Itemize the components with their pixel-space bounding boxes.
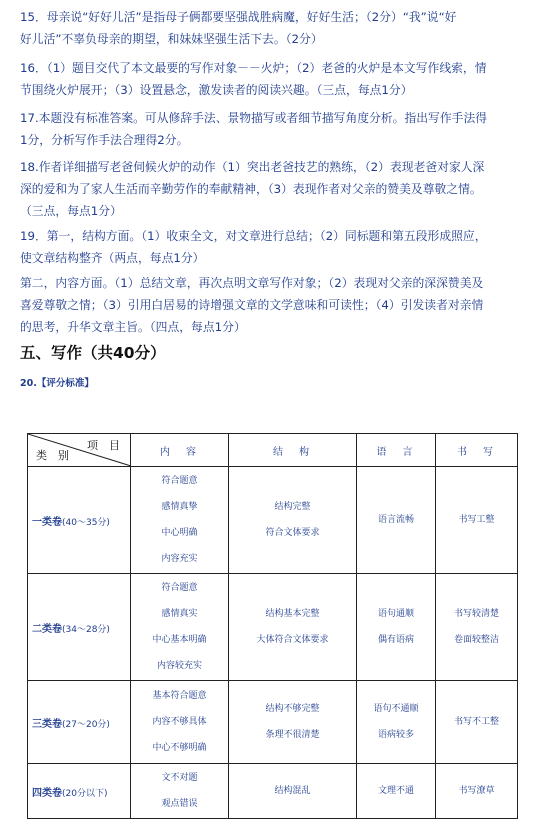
answer-line: 18.作者详细描写老爸伺候火炉的动作（1）突出老爸技艺的熟练，（2）表现老爸对家人深 — [20, 160, 485, 174]
category-range: (40～35分) — [62, 517, 110, 528]
writing-criterion: 书写不工整 — [453, 717, 499, 727]
answer-line: 16．（1）题目交代了本文最要的写作对象－－火炉；（2）老爸的火炉是本文写作线索，情 — [20, 61, 487, 75]
answer-18 — [20, 156, 528, 222]
content-criterion: 内容充实 — [161, 554, 198, 564]
structure-criterion: 结构混乱 — [274, 786, 311, 796]
table-row — [28, 681, 518, 764]
table-header-row — [28, 434, 518, 467]
structure-cell — [229, 681, 357, 764]
structure-criterion: 符合文体要求 — [265, 528, 320, 538]
scoring-label: 20.【评分标准】 — [20, 378, 94, 389]
content-criterion: 感情真挚 — [161, 502, 198, 512]
answer-line: 使文章结构整齐（两点，每点1分） — [20, 251, 205, 265]
table-row — [28, 764, 518, 819]
writing-cell — [436, 764, 518, 819]
answer-line: 第二，内容方面。（1）总结文章，再次点明文章写作对象；（2）表现对父亲的深深赞美及 — [20, 276, 484, 290]
table-row — [28, 574, 518, 681]
answer-line: 1分，分析写作手法合理得2分。 — [20, 133, 189, 147]
content-criterion: 文不对题 — [161, 773, 198, 783]
header-corner — [28, 434, 131, 467]
content-criterion: 符合题意 — [161, 583, 198, 593]
category-name: 四类卷 — [32, 787, 62, 799]
content-criterion: 中心不够明确 — [152, 743, 207, 753]
answer-line: 节围绕火炉展开；（3）设置悬念，激发读者的阅读兴趣。（三点，每点1分） — [20, 83, 413, 97]
category-range: (34～28分) — [62, 624, 110, 635]
writing-criterion: 书写潦草 — [458, 786, 495, 796]
header-language: 语 言 — [357, 434, 436, 467]
category-name: 二类卷 — [32, 623, 62, 635]
language-cell — [357, 574, 436, 681]
category-cell — [28, 467, 131, 574]
language-criterion: 偶有语病 — [377, 635, 414, 645]
content-cell — [131, 764, 229, 819]
content-cell — [131, 467, 229, 574]
category-name: 一类卷 — [32, 516, 62, 528]
answer-line: （三点，每点1分） — [20, 204, 122, 218]
content-cell — [131, 681, 229, 764]
answer-line: 17.本题没有标准答案。可从修辞手法、景物描写或者细节描写角度分析。指出写作手法得 — [20, 111, 488, 125]
answer-line: 15．母亲说“好好儿活”是指母子俩都要坚强战胜病魔，好好生活；（2分）“我”说“好 — [20, 10, 457, 24]
language-cell — [357, 467, 436, 574]
writing-criterion: 书写较清楚 — [453, 609, 499, 619]
answer-17 — [20, 107, 528, 151]
language-criterion: 语言流畅 — [377, 515, 414, 525]
table-row — [28, 467, 518, 574]
structure-cell — [229, 574, 357, 681]
answer-19-structure — [20, 225, 528, 269]
language-cell — [357, 681, 436, 764]
content-criterion: 中心明确 — [161, 528, 198, 538]
structure-criterion: 条理不很清楚 — [265, 730, 320, 740]
content-criterion: 观点错误 — [161, 799, 198, 809]
language-criterion: 语句不通顺 — [373, 704, 419, 714]
answer-line: 的思考，升华文章主旨。（四点，每点1分） — [20, 320, 246, 334]
writing-criterion: 卷面较整洁 — [453, 635, 499, 645]
answer-15 — [20, 6, 528, 50]
language-criterion: 语句通顺 — [377, 609, 414, 619]
content-criterion: 内容不够具体 — [152, 717, 207, 727]
structure-cell — [229, 764, 357, 819]
writing-cell — [436, 467, 518, 574]
content-criterion: 感情真实 — [161, 609, 198, 619]
category-cell — [28, 574, 131, 681]
category-cell — [28, 681, 131, 764]
answer-19-content — [20, 272, 528, 338]
content-criterion: 符合题意 — [161, 476, 198, 486]
category-range: (27～20分) — [62, 719, 110, 730]
structure-criterion: 大体符合文体要求 — [256, 635, 329, 645]
structure-criterion: 结构不够完整 — [265, 704, 320, 714]
content-criterion: 基本符合题意 — [152, 691, 207, 701]
writing-cell — [436, 574, 518, 681]
answer-line: 19．第一，结构方面。（1）收束全文，对文章进行总结；（2）同标题和第五段形成照应， — [20, 229, 487, 243]
language-criterion: 语病较多 — [377, 730, 414, 740]
category-range: (20分以下) — [62, 788, 108, 799]
content-criterion: 内容较充实 — [156, 661, 202, 671]
header-structure: 结 构 — [229, 434, 357, 467]
language-cell — [357, 764, 436, 819]
language-criterion: 文理不通 — [377, 786, 414, 796]
writing-criterion: 书写工整 — [458, 515, 495, 525]
writing-cell — [436, 681, 518, 764]
corner-item-label: 项 目 — [87, 439, 120, 452]
answer-line: 好儿活”不辜负母亲的期望，和妹妹坚强生活下去。（2分） — [20, 32, 323, 46]
answer-line: 喜爱尊敬之情；（3）引用白居易的诗增强文章的文学意味和可读性；（4）引发读者对亲情 — [20, 298, 484, 312]
structure-cell — [229, 467, 357, 574]
category-name: 三类卷 — [32, 718, 62, 730]
content-criterion: 中心基本明确 — [152, 635, 207, 645]
category-cell — [28, 764, 131, 819]
structure-criterion: 结构基本完整 — [265, 609, 320, 619]
answer-line: 深的爱和为了家人生活而辛勤劳作的奉献精神，（3）表现作者对父亲的赞美及尊敬之情。 — [20, 182, 482, 196]
scoring-table — [27, 433, 518, 819]
header-writing: 书 写 — [436, 434, 518, 467]
structure-criterion: 结构完整 — [274, 502, 311, 512]
answer-16 — [20, 57, 528, 101]
content-cell — [131, 574, 229, 681]
section-heading: 五、写作（共40分） — [20, 344, 166, 362]
header-content: 内 容 — [131, 434, 229, 467]
corner-category-label: 类 别 — [36, 449, 69, 462]
